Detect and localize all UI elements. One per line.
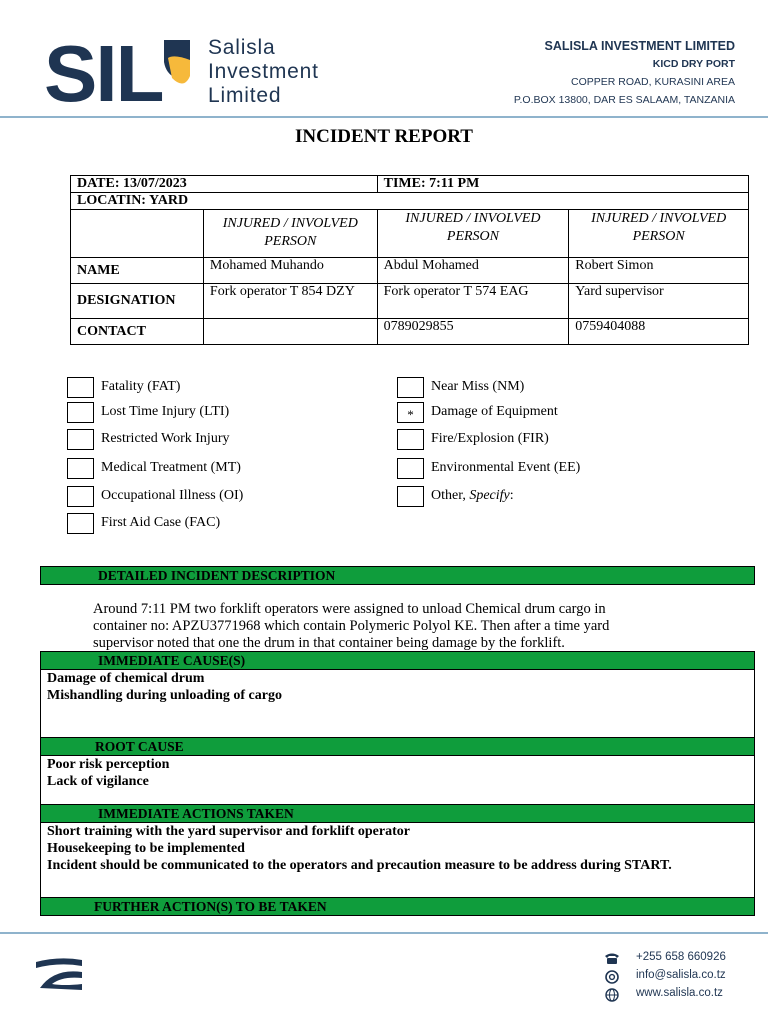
section-title: IMMEDIATE ACTIONS TAKEN	[98, 806, 294, 821]
company-address-block	[514, 37, 735, 109]
checkbox-box[interactable]	[67, 402, 94, 423]
checkbox-label: Damage of Equipment	[431, 404, 558, 419]
phone-icon	[604, 952, 620, 966]
section-bar-description	[40, 566, 755, 585]
root-cause-line: Poor risk perception	[47, 757, 170, 772]
cause-line: Damage of chemical drum	[47, 671, 205, 686]
checkbox-box[interactable]	[67, 513, 94, 534]
person-contact	[203, 319, 377, 345]
svg-text:SIL: SIL	[44, 38, 163, 104]
checkbox-label: Environmental Event (EE)	[431, 460, 581, 475]
location-cell: LOCATIN: YARD	[71, 193, 749, 210]
description-line: container no: APZU3771968 which contain Polymeric Polyol KE. Then after a time yard	[93, 618, 610, 634]
checkbox-label: Fatality (FAT)	[101, 379, 181, 394]
checkbox-label: Fire/Explosion (FIR)	[431, 431, 549, 446]
incident-info-table	[70, 175, 749, 345]
website-url: www.salisla.co.tz	[636, 987, 723, 999]
cause-line: Mishandling during unloading of cargo	[47, 688, 282, 703]
action-line: Incident should be communicated to the operators and precaution measure to be address during START.	[47, 858, 672, 873]
globe-icon	[604, 988, 620, 1002]
person-header: INJURED / INVOLVED PERSON	[377, 210, 569, 258]
checkbox-box[interactable]	[397, 486, 424, 507]
phone-number: +255 658 660926	[636, 951, 726, 963]
other-label: Other,	[431, 488, 470, 503]
logo-wordmark	[208, 36, 319, 108]
checkbox-box[interactable]	[397, 377, 424, 398]
description-line: supervisor noted that one the drum in that container being damage by the forklift.	[93, 635, 565, 651]
section-title: ROOT CAUSE	[95, 739, 184, 754]
checkbox-label: First Aid Case (FAC)	[101, 515, 221, 530]
root-cause-line: Lack of vigilance	[47, 774, 149, 789]
logo-line: Investment	[208, 60, 319, 83]
row-label-contact: CONTACT	[71, 319, 204, 345]
logo-line: Limited	[208, 84, 282, 107]
checkbox-label: Occupational Illness (OI)	[101, 488, 244, 503]
section-title: FURTHER ACTION(S) TO BE TAKEN	[94, 899, 327, 914]
description-line: Around 7:11 PM two forklift operators were assigned to unload Chemical drum cargo in	[93, 601, 606, 617]
checkbox-box[interactable]	[67, 429, 94, 450]
address-line: COPPER ROAD, KURASINI AREA	[571, 76, 735, 88]
salisla-logo-mark	[44, 38, 192, 104]
checkbox-box[interactable]	[397, 429, 424, 450]
other-label-end: :	[509, 488, 514, 503]
section-bar-immediate-actions	[40, 804, 755, 823]
section-bar-further-actions	[40, 897, 755, 916]
checkbox-label: Medical Treatment (MT)	[101, 460, 241, 475]
header-divider	[0, 116, 768, 118]
checkbox-box[interactable]	[67, 486, 94, 507]
checkbox-label: Lost Time Injury (LTI)	[101, 404, 230, 419]
person-header: INJURED / INVOLVED PERSON	[203, 210, 377, 258]
person-name: Abdul Mohamed	[377, 258, 569, 284]
person-designation: Yard supervisor	[569, 284, 749, 319]
person-contact: 0789029855	[377, 319, 569, 345]
immediate-actions-panel	[40, 823, 755, 898]
person-contact: 0759404088	[569, 319, 749, 345]
footer-logo-mark	[34, 954, 84, 994]
email-address: info@salisla.co.tz	[636, 969, 726, 981]
section-title: DETAILED INCIDENT DESCRIPTION	[98, 568, 336, 583]
checkbox-label: Near Miss (NM)	[431, 379, 525, 394]
person-header: INJURED / INVOLVED PERSON	[569, 210, 749, 258]
address-line: P.O.BOX 13800, DAR ES SALAAM, TANZANIA	[513, 94, 735, 106]
checkbox-box[interactable]	[67, 377, 94, 398]
checkbox-label: Restricted Work Injury	[101, 431, 230, 446]
checkbox-box[interactable]	[67, 458, 94, 479]
action-line: Housekeeping to be implemented	[47, 841, 245, 856]
footer-divider	[0, 932, 768, 934]
email-icon	[604, 970, 620, 984]
company-name: SALISLA INVESTMENT LIMITED	[544, 39, 735, 53]
time-cell: TIME: 7:11 PM	[377, 176, 748, 193]
incident-description	[93, 601, 713, 652]
checkbox-box[interactable]	[397, 458, 424, 479]
person-name: Mohamed Muhando	[203, 258, 377, 284]
person-designation: Fork operator T 854 DZY	[203, 284, 377, 319]
specify-label: Specify	[469, 488, 510, 503]
person-name: Robert Simon	[569, 258, 749, 284]
port-name: KICD DRY PORT	[652, 58, 735, 70]
checkbox-box[interactable]: *	[397, 402, 424, 423]
logo-line: Salisla	[208, 36, 276, 59]
root-cause-panel	[40, 756, 755, 804]
page-title: INCIDENT REPORT	[295, 126, 473, 147]
section-bar-root-cause	[40, 737, 755, 756]
row-label-designation: DESIGNATION	[71, 284, 204, 319]
section-title: IMMEDIATE CAUSE(S)	[98, 653, 246, 668]
checkbox-label	[431, 488, 514, 504]
action-line: Short training with the yard supervisor and forklift operator	[47, 824, 410, 839]
date-cell: DATE: 13/07/2023	[71, 176, 378, 193]
row-label-name: NAME	[71, 258, 204, 284]
section-bar-immediate-causes	[40, 651, 755, 670]
immediate-causes-panel	[40, 670, 755, 737]
person-designation: Fork operator T 574 EAG	[377, 284, 569, 319]
empty-header-cell	[71, 210, 204, 258]
